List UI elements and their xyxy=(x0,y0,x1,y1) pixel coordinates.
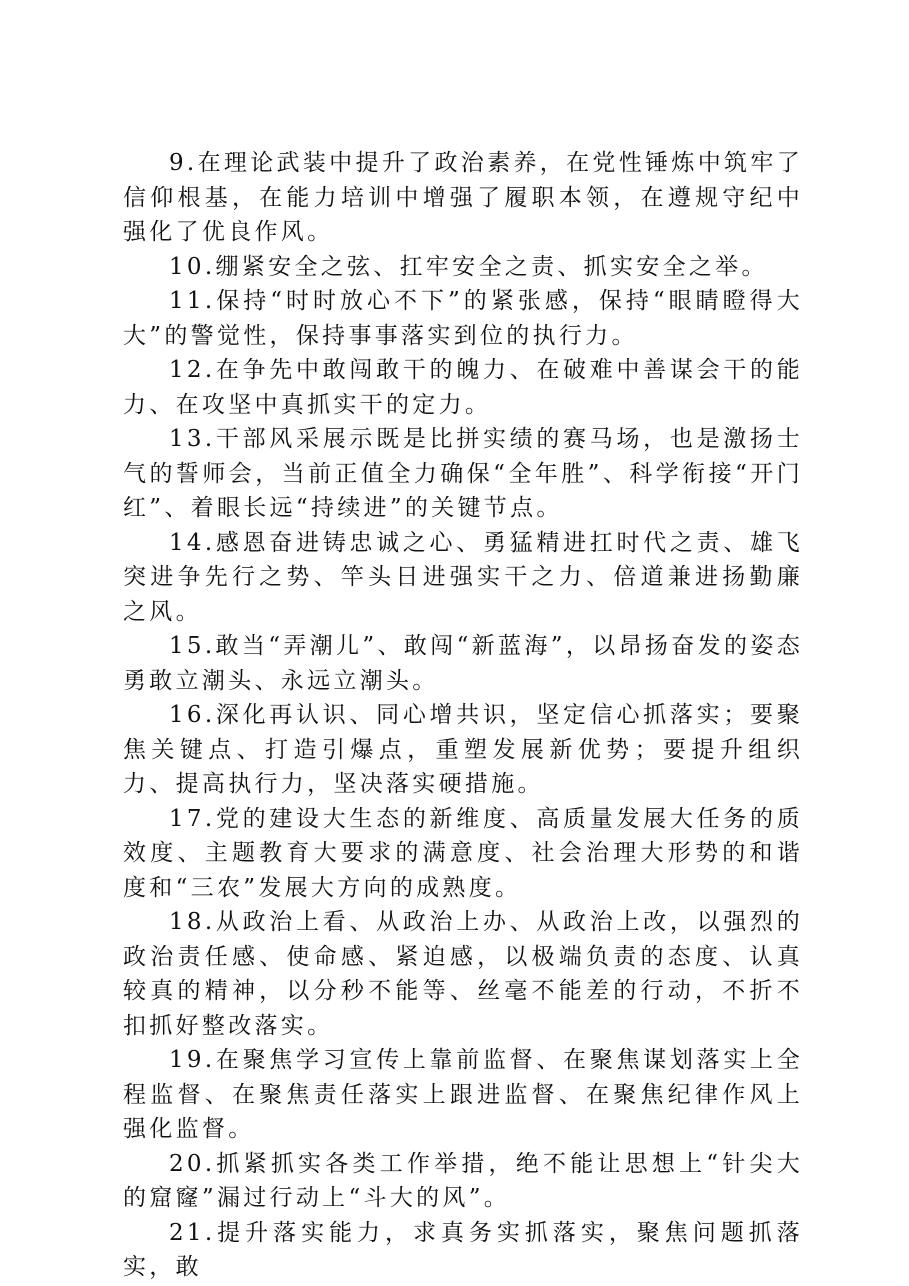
paragraph-12: 12.在争先中敢闯敢干的魄力、在破难中善谋会干的能力、在攻坚中真抓实干的定力。 xyxy=(123,357,803,418)
paragraph-10: 10.绷紧安全之弦、扛牢安全之责、抓实安全之举。 xyxy=(169,253,768,280)
paragraph-13: 13.干部风采展示既是比拼实绩的赛马场，也是激扬士气的誓师会，当前正值全力确保“全年胜”、科学衔接“开门红”、着眼长远“持续进”的关键节点。 xyxy=(123,426,803,521)
paragraph-16: 16.深化再认识、同心增共识，坚定信心抓落实；要聚焦关键点、打造引爆点，重塑发展新优势；要提升组织力、提高执行力，坚决落实硬措施。 xyxy=(123,702,803,797)
paragraph-19: 19.在聚焦学习宣传上靠前监督、在聚焦谋划落实上全程监督、在聚焦责任落实上跟进监督、在聚焦纪律作风上强化监督。 xyxy=(123,1047,803,1142)
paragraph-14: 14.感恩奋进铸忠诚之心、勇猛精进扛时代之责、雄飞突进争先行之势、竿头日进强实干之力、倍道兼进扬勤廉之风。 xyxy=(123,529,803,625)
paragraph-11: 11.保持“时时放心不下”的紧张感，保持“眼睛瞪得大大”的警觉性，保持事事落实到位的执行力。 xyxy=(123,288,803,349)
paragraph-17: 17.党的建设大生态的新维度、高质量发展大任务的质效度、主题教育大要求的满意度、社会治理大形势的和谐度和“三农”发展大方向的成熟度。 xyxy=(123,805,803,901)
paragraph-20: 20.抓紧抓实各类工作举措，绝不能让思想上“针尖大的窟窿”漏过行动上“斗大的风”。 xyxy=(123,1150,803,1211)
paragraph-15: 15.敢当“弄潮儿”、敢闯“新蓝海”，以昂扬奋发的姿态勇敢立潮头、永远立潮头。 xyxy=(123,633,803,694)
paragraph-18: 18.从政治上看、从政治上办、从政治上改，以强烈的政治责任感、使命感、紧迫感，以极端负责的态度、认真较真的精神，以分秒不能等、丝毫不能差的行动，不折不扣抓好整改落实。 xyxy=(123,909,803,1039)
document-body xyxy=(123,146,803,1285)
paragraph-21: 21.提升落实能力，求真务实抓落实，聚焦问题抓落实，敢 xyxy=(123,1219,803,1280)
paragraph-9: 9.在理论武装中提升了政治素养，在党性锤炼中筑牢了信仰根基，在能力培训中增强了履职本领，在遵规守纪中强化了优良作风。 xyxy=(123,150,803,245)
